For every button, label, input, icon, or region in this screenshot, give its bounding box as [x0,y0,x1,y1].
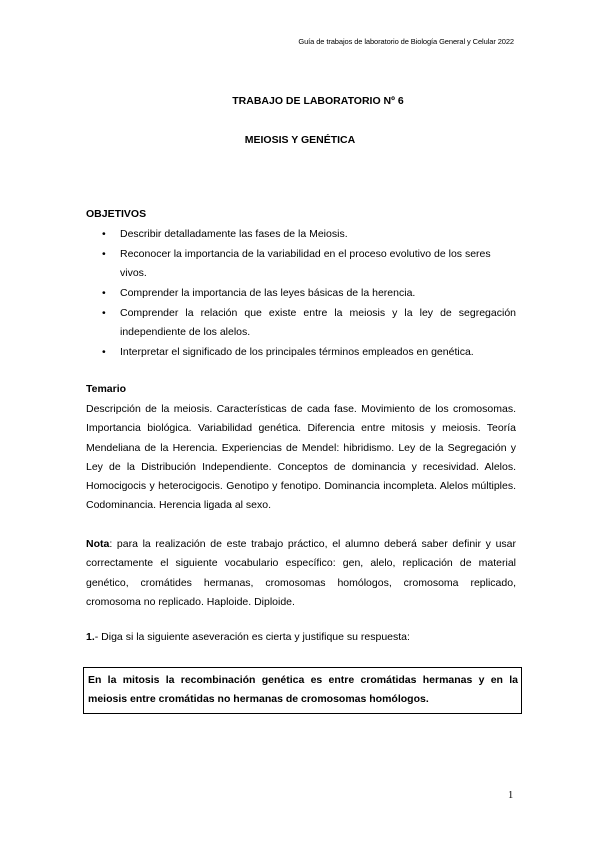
bullet-icon: • [102,287,106,299]
list-item [86,245,516,283]
objective-text: Describir detalladamente las fases de la Meiosis. [120,228,348,240]
note-paragraph [86,535,516,612]
bullet-icon: • [102,228,106,240]
temario-heading: Temario [86,383,127,395]
objective-text: Comprender la importancia de las leyes básicas de la herencia. [120,287,416,299]
temario-text: Descripción de la meiosis. Características de cada fase. Movimiento de los cromosomas. Importancia biológica. Variabilidad genética. Diferencia entre mitosis y meiosis. Teoría Mendeliana de la Herencia. Experiencias de Mendel: hibridismo. Ley de la Segregación y Ley de la Distribución Independiente. Conceptos de dominancia y recesividad. Alelos. Homocigocis y heterocigocis. Genotipo y fenotipo. Dominancia incompleta. Alelos múltiples. Codominancia. Herencia ligada al sexo. [86,403,516,512]
list-item [86,225,516,244]
bullet-icon: • [102,248,106,260]
running-header: Guía de trabajos de laboratorio de Biología General y Celular 2022 [298,37,514,46]
objective-text: Reconocer la importancia de la variabilidad en el proceso evolutivo de los seres vivos. [120,248,491,279]
lab-topic: MEIOSIS Y GENÉTICA [244,134,356,146]
objectives-list [86,225,516,363]
objectives-heading: OBJETIVOS [86,208,147,220]
list-item [86,343,516,362]
objective-text: Comprender la relación que existe entre la meiosis y la ley de segregación independiente de los alelos. [120,307,516,338]
note-text: : para la realización de este trabajo práctico, el alumno deberá saber definir y usar correctamente el siguiente vocabulario específico: gen, alelo, replicación de material genético, cromátides hermanas, cromosomas homólogos, cromosoma replicado, cromosoma no replicado. Haploide. Diploide. [86,538,516,608]
bullet-icon: • [102,346,106,358]
question-1 [86,631,410,643]
objective-text: Interpretar el significado de los principales términos empleados en genética. [120,346,474,358]
list-item [86,284,516,303]
note-label: Nota [86,538,110,550]
question-text: - Diga si la siguiente aseveración es cierta y justifique su respuesta: [94,631,410,643]
lab-title: TRABAJO DE LABORATORIO Nº 6 [232,95,404,107]
bullet-icon: • [102,307,106,319]
statement-box: En la mitosis la recombinación genética es entre cromátidas hermanas y en la meiosis entre cromátidas no hermanas de cromosomas homólogos. [83,667,522,714]
question-number: 1. [86,631,95,643]
list-item [86,304,516,342]
page-number: 1 [508,790,514,801]
